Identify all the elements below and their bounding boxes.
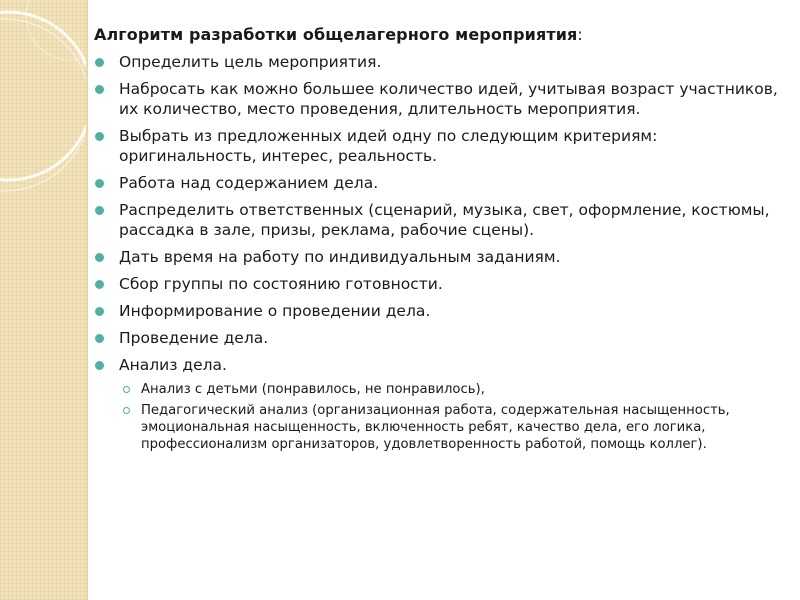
- bullet-dot-icon: [95, 85, 104, 94]
- step-item: [92, 355, 782, 453]
- bullet-dot-icon: [95, 253, 104, 262]
- step-list: [92, 52, 782, 453]
- step-item: [92, 301, 782, 321]
- slide-title: [94, 22, 782, 48]
- decorative-rings: [0, 0, 86, 600]
- analysis-subitem-text: Анализ с детьми (понравилось, не понравилось),: [141, 382, 485, 397]
- decorative-sidebar: [0, 0, 86, 600]
- step-item: [92, 126, 782, 166]
- step-item: [92, 52, 782, 72]
- step-text: Набросать как можно большее количество идей, учитывая возраст участников, их количество, место проведения, длительность мероприятия.: [119, 80, 778, 118]
- analysis-subitem-text: Педагогический анализ (организационная работа, содержательная насыщенность, эмоциональная насыщенность, включенность ребят, качество дела, его логика, профессионализм организаторов, удовлетворенность работой, помощь коллег).: [141, 403, 730, 452]
- step-text: Определить цель мероприятия.: [119, 53, 382, 71]
- step-text: Распределить ответственных (сценарий, музыка, свет, оформление, костюмы, рассадка в зале, призы, реклама, рабочие сцены).: [119, 201, 770, 239]
- bullet-ring-icon: [123, 407, 130, 414]
- step-text: Работа над содержанием дела.: [119, 174, 379, 192]
- bullet-dot-icon: [95, 179, 104, 188]
- step-item: [92, 200, 782, 240]
- bullet-dot-icon: [95, 334, 104, 343]
- step-text: Дать время на работу по индивидуальным заданиям.: [119, 248, 561, 266]
- step-text: Выбрать из предложенных идей одну по следующим критериям: оригинальность, интерес, реальность.: [119, 127, 658, 165]
- slide-title-colon: :: [577, 25, 583, 44]
- bullet-ring-icon: [123, 386, 130, 393]
- bullet-dot-icon: [95, 206, 104, 215]
- step-item: [92, 247, 782, 267]
- step-text: Информирование о проведении дела.: [119, 302, 431, 320]
- step-text: Проведение дела.: [119, 329, 269, 347]
- analysis-subitem: [92, 381, 782, 398]
- bullet-dot-icon: [95, 58, 104, 67]
- step-text: Анализ дела.: [119, 356, 227, 374]
- step-item: [92, 274, 782, 294]
- slide-content: [92, 22, 782, 460]
- slide-title-text: Алгоритм разработки общелагерного мероприятия: [94, 25, 578, 44]
- bullet-dot-icon: [95, 132, 104, 141]
- analysis-subitem: [92, 402, 782, 453]
- step-item: [92, 79, 782, 119]
- step-item: [92, 173, 782, 193]
- bullet-dot-icon: [95, 307, 104, 316]
- step-item: [92, 328, 782, 348]
- bullet-dot-icon: [95, 361, 104, 370]
- step-text: Сбор группы по состоянию готовности.: [119, 275, 443, 293]
- analysis-sublist: [92, 381, 782, 453]
- bullet-dot-icon: [95, 280, 104, 289]
- sidebar-edge: [86, 0, 88, 600]
